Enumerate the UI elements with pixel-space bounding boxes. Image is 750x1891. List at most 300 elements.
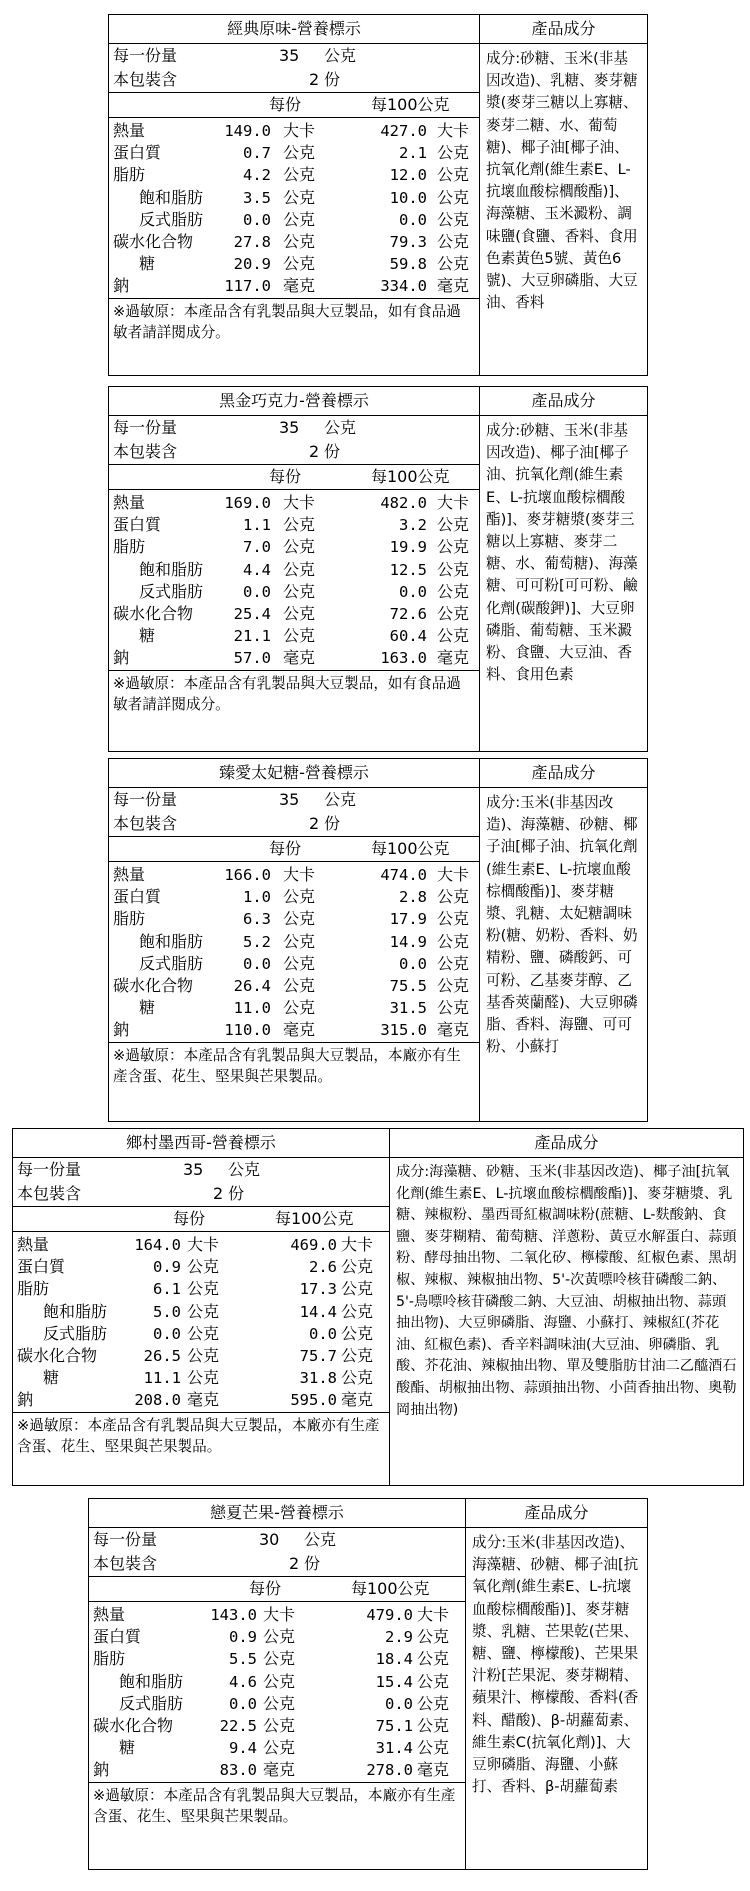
per-serving-unit: 公克 [283, 254, 316, 274]
per-100g-unit: 公克 [437, 581, 470, 601]
per-100g-value: 2.1 [399, 144, 427, 163]
nutrient-name: 糖 [119, 1738, 136, 1758]
per-100g-value: 31.4 [375, 1739, 413, 1758]
servings-per-pack-label: 本包裝含 [113, 442, 178, 461]
per-100g-value: 15.4 [375, 1672, 413, 1691]
per-100g-unit: 公克 [417, 1738, 450, 1758]
ingredients-text: 成分:砂糖、玉米(非基因改造)、乳糖、麥芽糖漿(麥芽三糖以上寡糖、麥芽二糖、水、葡萄糖)、椰子油[椰子油、抗氧化劑(維生素E、L-抗壞血酸棕櫚酸酯)]、海藻糖、玉米澱粉、調味鹽(食鹽、香料、食用色素黃色5號、黃色6號)、大豆卵磷脂、大豆油、香料 [486, 50, 638, 312]
per-100g-unit: 公克 [437, 165, 470, 185]
per-serving-value: 0.0 [243, 582, 271, 601]
per-serving-value: 11.0 [233, 999, 271, 1018]
per-100g-unit: 大卡 [437, 121, 470, 140]
per-100g-value: 595.0 [290, 1391, 337, 1410]
nutrient-rows [13, 1232, 389, 1413]
per-100g-unit: 公克 [417, 1649, 450, 1669]
nutrient-name: 飽和脂肪 [139, 187, 204, 207]
saturated-fat-row [109, 559, 479, 581]
per-serving-value: 143.0 [210, 1606, 257, 1624]
nutrition-title: 戀夏芒果-營養標示 [89, 1499, 465, 1528]
per-serving-value: 1.1 [243, 516, 271, 535]
nutrient-name: 鈉 [113, 276, 130, 296]
nutrient-name: 脂肪 [93, 1649, 126, 1669]
per-100g-value: 75.1 [375, 1716, 413, 1735]
per-serving-value: 0.0 [153, 1324, 181, 1343]
per-100g-value: 79.3 [389, 232, 427, 251]
per-serving-value: 27.8 [233, 232, 271, 251]
per-serving-unit: 毫克 [283, 1020, 316, 1040]
per-serving-unit: 公克 [187, 1257, 220, 1277]
column-header-row [109, 837, 479, 862]
nutrient-name: 碳水化合物 [17, 1345, 98, 1365]
nutrient-name: 脂肪 [17, 1279, 50, 1299]
per-100g-unit: 大卡 [437, 493, 470, 512]
per-100g-unit: 公克 [437, 559, 470, 579]
sugar-row [13, 1367, 389, 1389]
per-100g-value: 0.0 [399, 210, 427, 229]
per-100g-unit: 公克 [417, 1671, 450, 1691]
per-serving-unit: 公克 [283, 187, 316, 207]
nutrition-card-mango [88, 1498, 648, 1870]
ingredients-text: 成分:海藻糖、砂糖、玉米(非基因改造)、椰子油[抗氧化劑(維生素E、L-抗壞血酸棕櫚酸酯)]、麥芽糖漿、乳糖、辣椒粉、墨西哥紅椒調味粉(蔗糖、L-麩酸鈉、食鹽、麥芽糊精、葡萄糖、洋蔥粉、黃豆水解蛋白、蒜頭粉、酵母抽出物、二氧化矽、檸檬酸、紅椒色素、黑胡椒、辣椒、辣椒抽出物、5'-次黃嘌呤核苷磷酸二鈉、5'-鳥嘌呤核苷磷酸二鈉、大豆油、胡椒抽出物、蒜頭抽出物)、大豆卵磷脂、海鹽、小蘇打、辣椒紅(芥花油、紅椒色素)、香辛料調味油(大豆油、卵磷脂、乳酸、芥花油、辣椒抽出物、單及雙脂肪甘油二乙醯酒石酸酯、胡椒抽出物、蒜頭抽出物、小茴香抽出物、奧勒岡抽出物) [396, 1164, 737, 1418]
serving-size-unit: 公克 [324, 790, 357, 809]
carbohydrate-row [109, 975, 479, 997]
nutrient-name: 熱量 [113, 865, 146, 884]
per-100g-value: 12.0 [389, 166, 427, 185]
trans-fat-row [109, 581, 479, 603]
per-100g-unit: 公克 [341, 1279, 374, 1299]
servings-per-pack-value: 2 [213, 1184, 224, 1203]
nutrient-name: 鈉 [113, 1020, 130, 1040]
per-serving-unit: 毫克 [283, 648, 316, 668]
per-serving-value: 26.4 [233, 976, 271, 995]
per-serving-unit: 公克 [283, 953, 316, 973]
per-serving-header: 每份 [269, 467, 302, 486]
per-100g-value: 59.8 [389, 255, 427, 274]
serving-size-label: 每一份量 [113, 46, 178, 65]
per-100g-unit: 公克 [437, 254, 470, 274]
per-serving-unit: 公克 [283, 909, 316, 929]
per-serving-value: 149.0 [224, 122, 271, 140]
per-100g-unit: 公克 [341, 1345, 374, 1365]
per-serving-unit: 公克 [283, 515, 316, 535]
nutrition-title: 臻愛太妃糖-營養標示 [109, 759, 479, 788]
nutrient-name: 蛋白質 [113, 515, 162, 535]
per-100g-unit: 毫克 [341, 1390, 374, 1410]
per-100g-unit: 公克 [417, 1627, 450, 1647]
ingredients-panel [390, 1129, 743, 1485]
per-100g-value: 14.9 [389, 932, 427, 951]
sodium-row [13, 1389, 389, 1411]
ingredients-title: 產品成分 [480, 15, 647, 44]
per-serving-header: 每份 [173, 1209, 206, 1228]
nutrient-name: 脂肪 [113, 909, 146, 929]
servings-per-pack-label: 本包裝含 [93, 1554, 158, 1573]
ingredients-title: 產品成分 [480, 759, 647, 788]
per-serving-value: 7.0 [243, 538, 271, 557]
per-serving-value: 4.4 [243, 560, 271, 579]
per-100g-unit: 大卡 [437, 865, 470, 884]
nutrient-name: 脂肪 [113, 165, 146, 185]
servings-per-pack-unit: 份 [304, 1554, 321, 1573]
serving-size-row [109, 788, 479, 812]
per-serving-unit: 公克 [283, 975, 316, 995]
nutrition-card-chocolate [108, 386, 648, 752]
nutrient-name: 飽和脂肪 [43, 1301, 108, 1321]
per-100g-value: 14.4 [299, 1302, 337, 1321]
column-header-row [13, 1207, 389, 1232]
per-serving-unit: 大卡 [283, 121, 316, 140]
per-serving-unit: 毫克 [263, 1760, 296, 1780]
per-100g-unit: 公克 [437, 231, 470, 251]
nutrient-name: 碳水化合物 [93, 1715, 174, 1735]
per-serving-unit: 大卡 [263, 1605, 296, 1624]
per-100g-value: 474.0 [380, 866, 427, 884]
per-serving-value: 4.2 [243, 166, 271, 185]
per-100g-value: 0.0 [399, 954, 427, 973]
servings-per-pack-value: 2 [309, 70, 320, 89]
nutrient-name: 碳水化合物 [113, 975, 194, 995]
nutrition-title: 黑金巧克力-營養標示 [109, 387, 479, 416]
per-serving-unit: 公克 [263, 1671, 296, 1691]
per-serving-unit: 公克 [187, 1345, 220, 1365]
per-100g-value: 2.9 [385, 1628, 413, 1647]
per-100g-unit: 公克 [437, 931, 470, 951]
per-serving-value: 208.0 [134, 1391, 181, 1410]
sodium-row [89, 1759, 465, 1781]
servings-per-pack-row [109, 68, 479, 93]
carbohydrate-row [13, 1345, 389, 1367]
per-100g-value: 31.5 [389, 999, 427, 1018]
per-100g-unit: 公克 [417, 1715, 450, 1735]
servings-per-pack-row [89, 1552, 465, 1577]
serving-size-row [109, 44, 479, 68]
ingredients-text: 成分:玉米(非基因改造)、海藻糖、砂糖、椰子油[椰子油、抗氧化劑(維生素E、L-抗壞血酸棕櫚酸酯)]、麥芽糖漿、乳糖、太妃糖調味粉(糖、奶粉、香料、奶精粉、鹽、磷酸鈣、可可粉、乙基麥芽醇、乙基香莢蘭醛)、大豆卵磷脂、香料、海鹽、可可粉、小蘇打 [486, 794, 638, 1056]
per-serving-value: 4.6 [229, 1672, 257, 1691]
per-serving-unit: 公克 [283, 143, 316, 163]
per-100g-unit: 公克 [437, 209, 470, 229]
per-100g-header: 每100公克 [371, 467, 450, 486]
allergen-notice: ※過敏原：本產品含有乳製品與大豆製品，如有食品過敏者請詳閱成分。 [113, 302, 461, 341]
saturated-fat-row [109, 187, 479, 209]
allergen-notice: ※過敏原：本產品含有乳製品與大豆製品，本廠亦有生產含蛋、花生、堅果與芒果製品。 [17, 1416, 380, 1455]
per-100g-value: 72.6 [389, 604, 427, 623]
fat-row [89, 1648, 465, 1670]
nutrient-name: 蛋白質 [93, 1627, 142, 1647]
nutrient-name: 碳水化合物 [113, 603, 194, 623]
per-serving-header: 每份 [249, 1579, 282, 1598]
servings-per-pack-unit: 份 [324, 70, 341, 89]
servings-per-pack-value: 2 [309, 442, 320, 461]
nutrient-name: 碳水化合物 [113, 231, 194, 251]
per-serving-unit: 毫克 [283, 276, 316, 296]
per-serving-unit: 公克 [283, 581, 316, 601]
per-serving-unit: 公克 [283, 931, 316, 951]
per-100g-value: 17.3 [299, 1280, 337, 1299]
per-serving-unit: 公克 [187, 1279, 220, 1299]
sodium-row [109, 1019, 479, 1041]
allergen-notice: ※過敏原：本產品含有乳製品與大豆製品，本廠亦有生產含蛋、花生、堅果與芒果製品。 [93, 1786, 456, 1825]
serving-size-row [13, 1158, 389, 1182]
per-100g-value: 2.6 [309, 1258, 337, 1277]
nutrient-name: 反式脂肪 [139, 581, 204, 601]
carbohydrate-row [109, 231, 479, 253]
per-serving-value: 5.2 [243, 932, 271, 951]
trans-fat-row [109, 953, 479, 975]
per-serving-value: 6.1 [153, 1280, 181, 1299]
nutrient-name: 熱量 [113, 493, 146, 512]
per-serving-unit: 公克 [263, 1738, 296, 1758]
per-100g-value: 315.0 [380, 1021, 427, 1040]
per-serving-value: 5.0 [153, 1302, 181, 1321]
per-100g-value: 163.0 [380, 649, 427, 668]
column-header-row [89, 1577, 465, 1602]
serving-size-row [89, 1528, 465, 1552]
per-serving-unit: 公克 [283, 537, 316, 557]
sodium-row [109, 647, 479, 669]
sugar-row [89, 1737, 465, 1759]
per-serving-value: 110.0 [224, 1021, 271, 1040]
per-serving-unit: 公克 [283, 231, 316, 251]
fat-row [109, 908, 479, 930]
per-100g-value: 60.4 [389, 627, 427, 646]
servings-per-pack-unit: 份 [324, 442, 341, 461]
energy-row [109, 492, 479, 514]
per-serving-unit: 公克 [263, 1715, 296, 1735]
per-serving-value: 25.4 [233, 604, 271, 623]
per-100g-value: 19.9 [389, 538, 427, 557]
nutrient-name: 糖 [139, 998, 156, 1018]
servings-per-pack-value: 2 [289, 1554, 300, 1573]
nutrition-title: 經典原味-營養標示 [109, 15, 479, 44]
sugar-row [109, 253, 479, 275]
per-100g-unit: 公克 [437, 143, 470, 163]
per-100g-unit: 公克 [437, 975, 470, 995]
protein-row [89, 1626, 465, 1648]
per-serving-unit: 毫克 [187, 1390, 220, 1410]
per-serving-value: 0.7 [243, 144, 271, 163]
nutrient-name: 鈉 [113, 648, 130, 668]
nutrient-name: 反式脂肪 [139, 953, 204, 973]
nutrient-name: 脂肪 [113, 537, 146, 557]
per-serving-header: 每份 [269, 95, 302, 114]
per-serving-unit: 公克 [187, 1323, 220, 1343]
per-100g-unit: 公克 [437, 187, 470, 207]
trans-fat-row [13, 1323, 389, 1345]
per-100g-value: 75.7 [299, 1346, 337, 1365]
serving-size-label: 每一份量 [93, 1530, 158, 1549]
per-100g-unit: 公克 [417, 1693, 450, 1713]
nutrition-panel [109, 15, 480, 375]
per-100g-unit: 毫克 [437, 648, 470, 668]
nutrient-name: 反式脂肪 [119, 1693, 184, 1713]
per-serving-value: 83.0 [219, 1761, 257, 1780]
per-serving-unit: 大卡 [187, 1235, 220, 1254]
per-serving-value: 0.0 [243, 954, 271, 973]
per-100g-unit: 大卡 [417, 1605, 450, 1624]
serving-size-unit: 公克 [324, 418, 357, 437]
per-serving-unit: 公克 [283, 209, 316, 229]
per-serving-value: 3.5 [243, 188, 271, 207]
per-serving-value: 1.0 [243, 888, 271, 907]
protein-row [13, 1256, 389, 1278]
per-100g-unit: 公克 [341, 1301, 374, 1321]
carbohydrate-row [89, 1715, 465, 1737]
energy-row [13, 1234, 389, 1256]
sugar-row [109, 625, 479, 647]
per-100g-unit: 公克 [341, 1368, 374, 1388]
saturated-fat-row [89, 1671, 465, 1693]
per-serving-value: 11.1 [143, 1369, 181, 1388]
ingredients-panel [480, 759, 647, 1121]
serving-size-label: 每一份量 [113, 418, 178, 437]
per-100g-value: 3.2 [399, 516, 427, 535]
per-100g-unit: 公克 [437, 603, 470, 623]
per-serving-unit: 公克 [283, 165, 316, 185]
nutrition-panel [89, 1499, 466, 1869]
nutrient-name: 糖 [139, 626, 156, 646]
protein-row [109, 142, 479, 164]
serving-size-value: 30 [259, 1530, 280, 1549]
column-header-row [109, 93, 479, 118]
per-serving-unit: 公克 [283, 559, 316, 579]
ingredients-text: 成分:玉米(非基因改造)、海藻糖、砂糖、椰子油[抗氧化劑(維生素E、L-抗壞血酸棕櫚酸酯)]、麥芽糖漿、乳糖、芒果乾(芒果、糖、鹽、檸檬酸)、芒果果汁粉[芒果泥、麥芽糊精、蘋果汁、檸檬酸、香料(香料、醋酸)、β-胡蘿蔔素、維生素C(抗氧化劑)]、大豆卵磷脂、海鹽、小蘇打、香料、β-胡蘿蔔素 [472, 1534, 639, 1796]
servings-per-pack-unit: 份 [324, 814, 341, 833]
serving-size-row [109, 416, 479, 440]
per-serving-value: 21.1 [233, 627, 271, 646]
nutrient-name: 鈉 [17, 1390, 34, 1410]
per-100g-unit: 毫克 [417, 1760, 450, 1780]
ingredients-panel [480, 15, 647, 375]
per-100g-unit: 公克 [341, 1257, 374, 1277]
nutrition-title: 鄉村墨西哥-營養標示 [13, 1129, 389, 1158]
per-100g-value: 278.0 [366, 1761, 413, 1780]
per-100g-unit: 公克 [437, 887, 470, 907]
per-serving-unit: 公克 [283, 626, 316, 646]
per-100g-value: 469.0 [290, 1236, 337, 1254]
per-serving-unit: 公克 [263, 1693, 296, 1713]
fat-row [13, 1278, 389, 1300]
per-serving-value: 20.9 [233, 255, 271, 274]
per-100g-header: 每100公克 [371, 839, 450, 858]
per-serving-value: 169.0 [224, 494, 271, 512]
nutrient-name: 熱量 [17, 1235, 50, 1254]
per-100g-unit: 公克 [437, 515, 470, 535]
per-serving-unit: 公克 [283, 998, 316, 1018]
per-serving-value: 57.0 [233, 649, 271, 668]
ingredients-panel [466, 1499, 647, 1869]
carbohydrate-row [109, 603, 479, 625]
per-100g-value: 0.0 [399, 582, 427, 601]
servings-per-pack-label: 本包裝含 [17, 1184, 82, 1203]
servings-per-pack-row [109, 440, 479, 465]
per-100g-unit: 公克 [437, 953, 470, 973]
nutrient-name: 糖 [43, 1368, 60, 1388]
per-100g-value: 10.0 [389, 188, 427, 207]
nutrition-panel [109, 387, 480, 751]
per-serving-unit: 公克 [187, 1368, 220, 1388]
serving-size-label: 每一份量 [113, 790, 178, 809]
per-100g-header: 每100公克 [275, 1209, 354, 1228]
per-serving-value: 5.5 [229, 1650, 257, 1669]
per-serving-unit: 大卡 [283, 865, 316, 884]
per-100g-unit: 毫克 [437, 1020, 470, 1040]
per-serving-value: 22.5 [219, 1716, 257, 1735]
per-serving-unit: 公克 [263, 1649, 296, 1669]
per-serving-unit: 公克 [283, 603, 316, 623]
per-serving-unit: 公克 [263, 1627, 296, 1647]
per-serving-value: 26.5 [143, 1346, 181, 1365]
nutrient-name: 熱量 [113, 121, 146, 140]
nutrition-card-toffee [108, 758, 648, 1122]
per-100g-unit: 大卡 [341, 1235, 374, 1254]
servings-per-pack-label: 本包裝含 [113, 70, 178, 89]
fat-row [109, 536, 479, 558]
protein-row [109, 886, 479, 908]
per-100g-unit: 公克 [437, 909, 470, 929]
per-serving-value: 6.3 [243, 910, 271, 929]
serving-size-unit: 公克 [228, 1160, 261, 1179]
ingredients-title: 產品成分 [480, 387, 647, 416]
column-header-row [109, 465, 479, 490]
saturated-fat-row [109, 931, 479, 953]
nutrient-name: 反式脂肪 [43, 1323, 108, 1343]
serving-size-label: 每一份量 [17, 1160, 82, 1179]
servings-per-pack-label: 本包裝含 [113, 814, 178, 833]
fat-row [109, 164, 479, 186]
nutrition-card-mexican [12, 1128, 744, 1486]
ingredients-title: 產品成分 [466, 1499, 647, 1528]
per-100g-value: 479.0 [366, 1606, 413, 1624]
ingredients-text: 成分:砂糖、玉米(非基因改造)、椰子油[椰子油、抗氧化劑(維生素E、L-抗壞血酸棕櫚酸酯)]、麥芽糖漿(麥芽三糖以上寡糖、麥芽二糖、水、葡萄糖)、海藻糖、可可粉[可可粉、鹼化劑(碳酸鉀)]、大豆卵磷脂、葡萄糖、玉米澱粉、食鹽、大豆油、香料、食用色素 [486, 422, 638, 684]
trans-fat-row [89, 1693, 465, 1715]
per-serving-value: 117.0 [224, 277, 271, 296]
per-100g-value: 427.0 [380, 122, 427, 140]
nutrient-name: 糖 [139, 254, 156, 274]
energy-row [109, 120, 479, 142]
per-serving-value: 166.0 [224, 866, 271, 884]
per-100g-value: 0.0 [385, 1694, 413, 1713]
ingredients-title: 產品成分 [390, 1129, 743, 1158]
ingredients-panel [480, 387, 647, 751]
sodium-row [109, 275, 479, 297]
per-100g-value: 0.0 [309, 1324, 337, 1343]
serving-size-unit: 公克 [304, 1530, 337, 1549]
allergen-notice: ※過敏原：本產品含有乳製品與大豆製品，如有食品過敏者請詳閱成分。 [113, 674, 461, 713]
per-100g-value: 334.0 [380, 277, 427, 296]
sugar-row [109, 997, 479, 1019]
nutrient-rows [109, 490, 479, 671]
energy-row [109, 864, 479, 886]
per-100g-value: 31.8 [299, 1369, 337, 1388]
per-serving-header: 每份 [269, 839, 302, 858]
serving-size-unit: 公克 [324, 46, 357, 65]
per-100g-value: 2.8 [399, 888, 427, 907]
per-serving-value: 0.0 [229, 1694, 257, 1713]
per-serving-unit: 大卡 [283, 493, 316, 512]
per-100g-header: 每100公克 [351, 1579, 430, 1598]
per-100g-unit: 公克 [341, 1323, 374, 1343]
nutrient-rows [89, 1602, 465, 1783]
per-100g-value: 18.4 [375, 1650, 413, 1669]
nutrient-name: 飽和脂肪 [139, 931, 204, 951]
per-serving-unit: 公克 [283, 887, 316, 907]
serving-size-value: 35 [279, 418, 300, 437]
per-100g-unit: 公克 [437, 626, 470, 646]
saturated-fat-row [13, 1301, 389, 1323]
servings-per-pack-unit: 份 [228, 1184, 245, 1203]
per-serving-value: 9.4 [229, 1739, 257, 1758]
per-100g-unit: 毫克 [437, 276, 470, 296]
